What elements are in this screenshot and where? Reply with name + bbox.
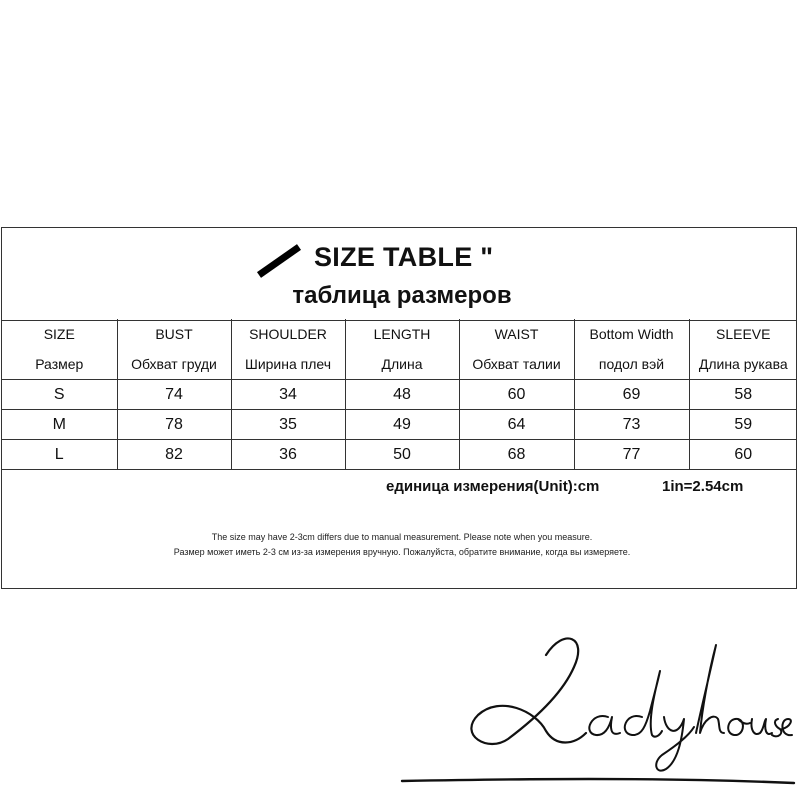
table-cell: 82 [117,440,231,470]
table-row-s [2,380,797,410]
header-bottom-width: Bottom Width подол вэй [574,319,689,380]
inch-conversion: 1in=2.54cm [662,478,744,495]
header-length: LENGTH Длина [345,319,459,380]
table-cell: L [2,440,117,470]
size-chart [1,227,797,589]
table-cell: 60 [689,440,797,470]
table-cell: S [2,380,117,410]
table-cell: 50 [345,440,459,470]
table-cell: 73 [574,410,689,440]
table-cell: 36 [231,440,345,470]
table-cell: 60 [459,380,574,410]
table-cell: 74 [117,380,231,410]
measurement-note-russian: Размер может иметь 2-3 см из-за измерения вручную. Пожалуйста, обратите внимание, когда вы измеряете. [173,547,631,557]
title-russian: таблица размеров [292,282,512,309]
table-cell: 69 [574,380,689,410]
table-row-l [2,440,797,470]
header-sleeve: SLEEVE Длина рукава [689,319,797,380]
header-row [2,319,797,380]
table-row-m [2,410,797,440]
table-cell: 49 [345,410,459,440]
header-bust: BUST Обхват груди [117,319,231,380]
size-table [2,319,797,470]
table-cell: M [2,410,117,440]
table-cell: 34 [231,380,345,410]
header-shoulder: SHOULDER Ширина плеч [231,319,345,380]
title-english: SIZE TABLE " [314,242,494,272]
table-cell: 78 [117,410,231,440]
header-size: SIZE Размер [2,319,117,380]
header-waist: WAIST Обхват талии [459,319,574,380]
table-cell: 48 [345,380,459,410]
table-cell: 35 [231,410,345,440]
table-cell: 68 [459,440,574,470]
table-cell: 58 [689,380,797,410]
ladyhouse-signature-logo [396,615,796,795]
table-cell: 59 [689,410,797,440]
slash-mark-icon [254,242,304,278]
table-cell: 64 [459,410,574,440]
title-area [2,228,796,321]
table-cell: 77 [574,440,689,470]
measurement-note-english: The size may have 2-3cm differs due to manual measurement. Please note when you measure. [211,532,593,542]
unit-label: единица измерения(Unit):cm [386,478,600,495]
